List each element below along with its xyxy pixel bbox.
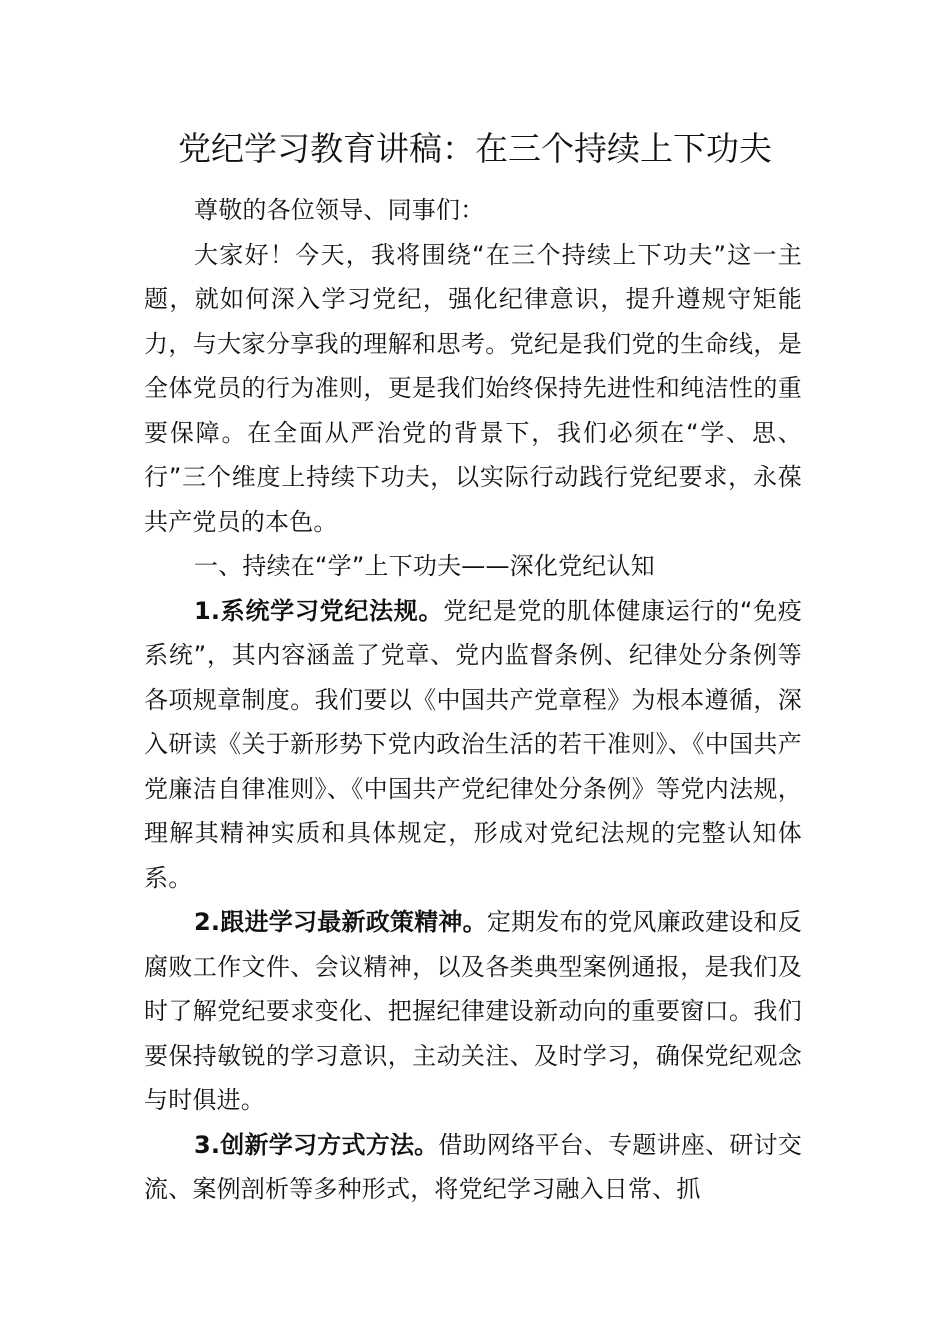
point-1-paragraph: [144, 589, 802, 901]
section-1-heading: [144, 544, 802, 589]
point-2-text: 定期发布的党风廉政建设和反腐败工作文件、会议精神，以及各类典型案例通报，是我们及时了解党纪要求变化、把握纪律建设新动向的重要窗口。我们要保持敏锐的学习意识，主动关注、及时学习，确保党纪观念与时俱进。: [144, 908, 802, 1114]
salutation-text: 尊敬的各位领导、同事们：: [194, 196, 485, 224]
document-title: 党纪学习教育讲稿：在三个持续上下功夫: [178, 129, 772, 168]
point-1-lead: 1.系统学习党纪法规。: [194, 596, 444, 625]
section-1-heading-text: 一、持续在“学”上下功夫——深化党纪认知: [194, 552, 655, 580]
point-1-text: 党纪是党的肌体健康运行的“免疫系统”，其内容涵盖了党章、党内监督条例、纪律处分条例等各项规章制度。我们要以《中国共产党章程》为根本遵循，深入研读《关于新形势下党内政治生活的若干准则》、《中国共产党廉洁自律准则》、《中国共产党纪律处分条例》等党内法规，理解其精神实质和具体规定，形成对党纪法规的完整认知体系。: [144, 596, 802, 892]
salutation-paragraph: [144, 188, 802, 233]
point-3-paragraph: [144, 1123, 802, 1212]
point-3-text: 借助网络平台、专题讲座、研讨交流、案例剖析等多种形式，将党纪学习融入日常、抓: [144, 1130, 802, 1203]
point-2-paragraph: [144, 900, 802, 1123]
intro-paragraph: [144, 233, 802, 545]
intro-text: 大家好！今天，我将围绕“在三个持续上下功夫”这一主题，就如何深入学习党纪，强化纪律意识，提升遵规守矩能力，与大家分享我的理解和思考。党纪是我们党的生命线，是全体党员的行为准则，更是我们始终保持先进性和纯洁性的重要保障。在全面从严治党的背景下，我们必须在“学、思、行”三个维度上持续下功夫，以实际行动践行党纪要求，永葆共产党员的本色。: [144, 240, 802, 536]
point-2-lead: 2.跟进学习最新政策精神。: [194, 908, 487, 936]
document-body: [144, 122, 802, 1212]
point-3-lead: 3.创新学习方式方法。: [194, 1130, 439, 1159]
